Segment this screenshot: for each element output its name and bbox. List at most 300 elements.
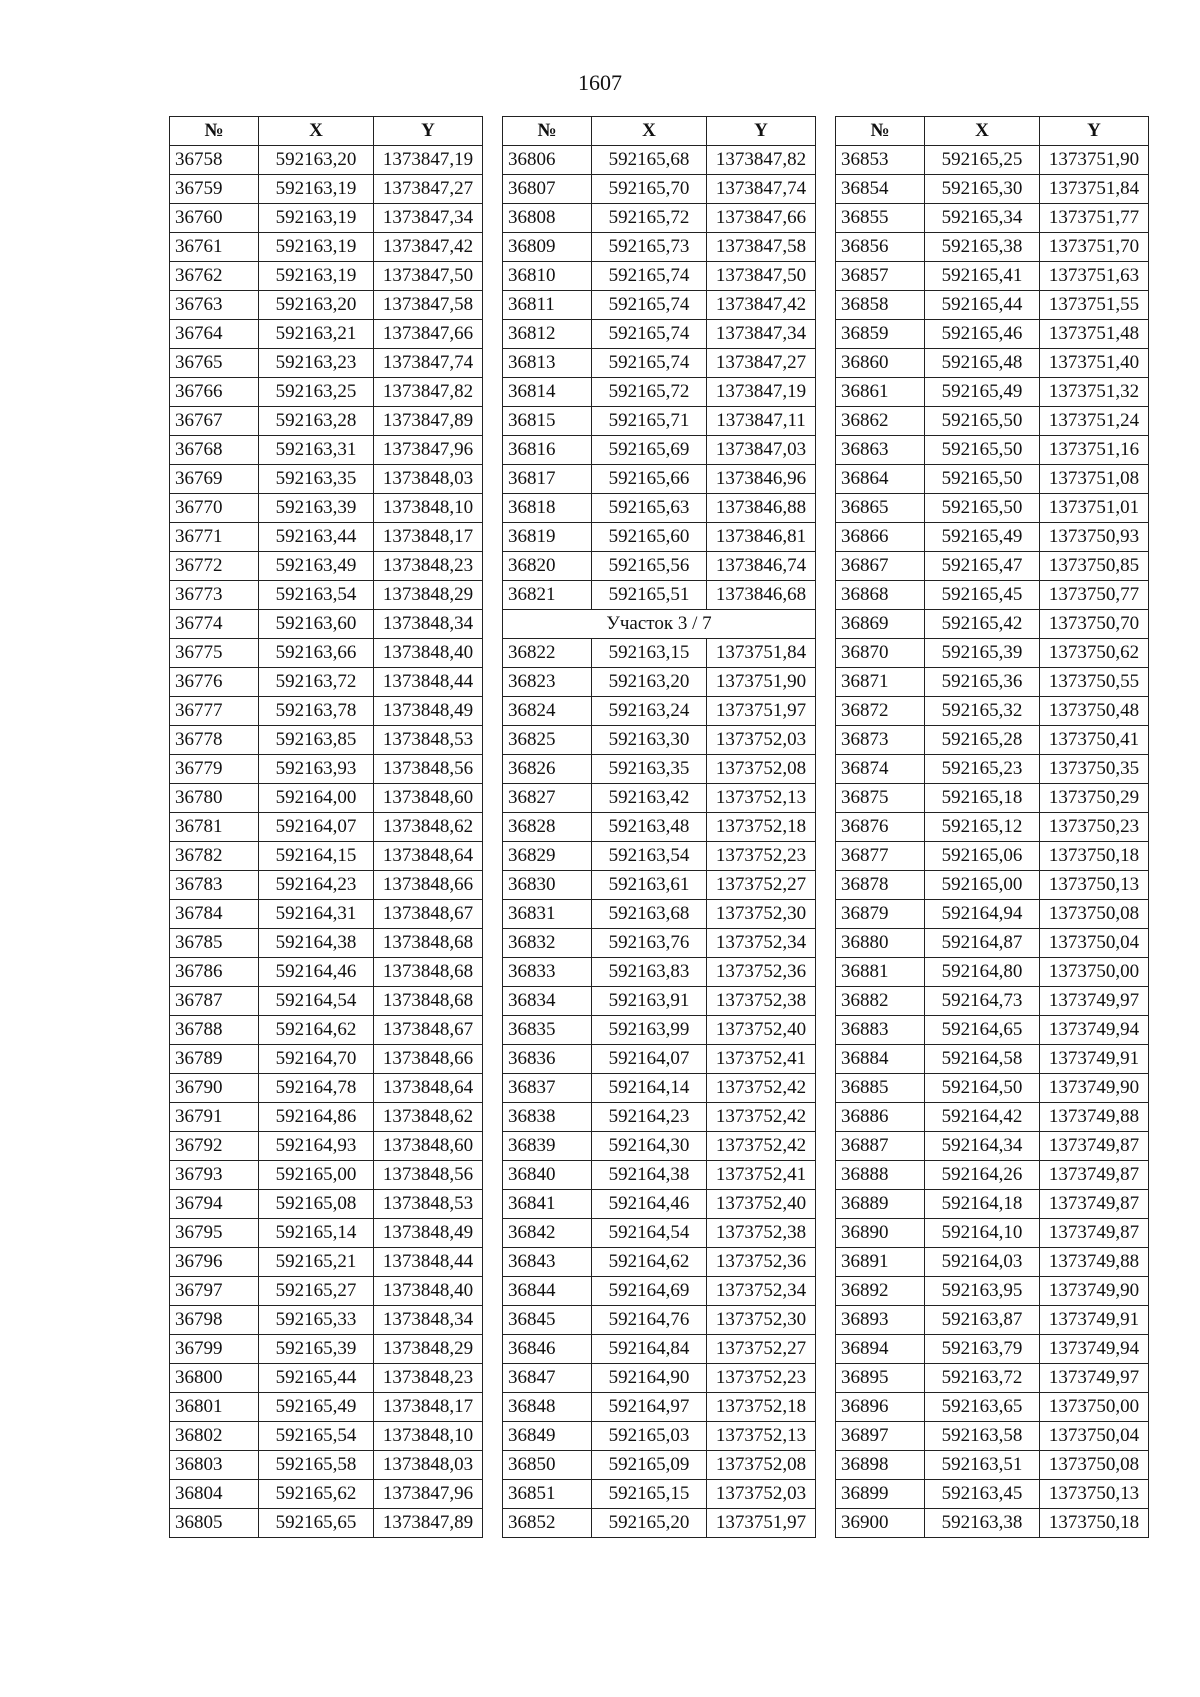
point-number-cell: 36888 <box>836 1161 925 1190</box>
point-number-cell: 36899 <box>836 1480 925 1509</box>
table-row <box>836 610 1149 639</box>
x-coordinate-cell: 592165,50 <box>925 407 1040 436</box>
point-number-cell: 36881 <box>836 958 925 987</box>
y-coordinate-cell: 1373847,96 <box>374 436 483 465</box>
point-number-cell: 36825 <box>503 726 592 755</box>
table-row <box>836 929 1149 958</box>
point-number-cell: 36796 <box>170 1248 259 1277</box>
point-number-cell: 36828 <box>503 813 592 842</box>
x-coordinate-cell: 592165,65 <box>259 1509 374 1538</box>
header-row <box>836 117 1149 146</box>
point-number-cell: 36830 <box>503 871 592 900</box>
point-number-cell: 36839 <box>503 1132 592 1161</box>
table-row <box>836 755 1149 784</box>
table-row <box>503 1480 816 1509</box>
point-number-cell: 36894 <box>836 1335 925 1364</box>
x-coordinate-cell: 592165,68 <box>592 146 707 175</box>
table-row <box>503 552 816 581</box>
point-number-cell: 36856 <box>836 233 925 262</box>
point-number-cell: 36807 <box>503 175 592 204</box>
point-number-cell: 36808 <box>503 204 592 233</box>
y-coordinate-cell: 1373752,40 <box>707 1016 816 1045</box>
point-number-cell: 36809 <box>503 233 592 262</box>
table-row <box>170 175 483 204</box>
x-coordinate-cell: 592163,49 <box>259 552 374 581</box>
x-coordinate-cell: 592163,60 <box>259 610 374 639</box>
y-coordinate-cell: 1373848,10 <box>374 494 483 523</box>
table-row <box>503 1306 816 1335</box>
table-row <box>170 523 483 552</box>
x-coordinate-cell: 592164,26 <box>925 1161 1040 1190</box>
point-number-cell: 36870 <box>836 639 925 668</box>
table-row <box>170 1132 483 1161</box>
table-row <box>170 320 483 349</box>
table-row <box>170 1393 483 1422</box>
y-coordinate-cell: 1373752,08 <box>707 755 816 784</box>
y-coordinate-cell: 1373848,03 <box>374 465 483 494</box>
y-coordinate-cell: 1373846,81 <box>707 523 816 552</box>
y-coordinate-cell: 1373749,87 <box>1040 1132 1149 1161</box>
point-number-cell: 36867 <box>836 552 925 581</box>
header-y: Y <box>374 117 483 146</box>
x-coordinate-cell: 592165,03 <box>592 1422 707 1451</box>
y-coordinate-cell: 1373752,36 <box>707 1248 816 1277</box>
x-coordinate-cell: 592165,09 <box>592 1451 707 1480</box>
table-row <box>836 291 1149 320</box>
y-coordinate-cell: 1373750,48 <box>1040 697 1149 726</box>
y-coordinate-cell: 1373848,68 <box>374 987 483 1016</box>
point-number-cell: 36805 <box>170 1509 259 1538</box>
x-coordinate-cell: 592163,79 <box>925 1335 1040 1364</box>
y-coordinate-cell: 1373751,32 <box>1040 378 1149 407</box>
table-row <box>836 987 1149 1016</box>
point-number-cell: 36883 <box>836 1016 925 1045</box>
table-row <box>836 1393 1149 1422</box>
table-row <box>503 929 816 958</box>
point-number-cell: 36887 <box>836 1132 925 1161</box>
x-coordinate-cell: 592165,42 <box>925 610 1040 639</box>
y-coordinate-cell: 1373749,87 <box>1040 1219 1149 1248</box>
y-coordinate-cell: 1373848,66 <box>374 871 483 900</box>
point-number-cell: 36811 <box>503 291 592 320</box>
point-number-cell: 36866 <box>836 523 925 552</box>
point-number-cell: 36764 <box>170 320 259 349</box>
table-row <box>170 1074 483 1103</box>
point-number-cell: 36767 <box>170 407 259 436</box>
point-number-cell: 36768 <box>170 436 259 465</box>
y-coordinate-cell: 1373847,58 <box>707 233 816 262</box>
table-row <box>503 813 816 842</box>
table-row <box>836 1045 1149 1074</box>
table-row <box>503 639 816 668</box>
table-row <box>170 755 483 784</box>
table-row <box>836 1335 1149 1364</box>
point-number-cell: 36891 <box>836 1248 925 1277</box>
y-coordinate-cell: 1373848,60 <box>374 1132 483 1161</box>
y-coordinate-cell: 1373750,08 <box>1040 900 1149 929</box>
x-coordinate-cell: 592165,44 <box>259 1364 374 1393</box>
y-coordinate-cell: 1373848,49 <box>374 1219 483 1248</box>
point-number-cell: 36840 <box>503 1161 592 1190</box>
point-number-cell: 36876 <box>836 813 925 842</box>
x-coordinate-cell: 592164,38 <box>592 1161 707 1190</box>
y-coordinate-cell: 1373749,88 <box>1040 1103 1149 1132</box>
y-coordinate-cell: 1373751,40 <box>1040 349 1149 378</box>
y-coordinate-cell: 1373848,17 <box>374 1393 483 1422</box>
table-row <box>503 407 816 436</box>
table-row <box>503 958 816 987</box>
x-coordinate-cell: 592165,51 <box>592 581 707 610</box>
point-number-cell: 36814 <box>503 378 592 407</box>
x-coordinate-cell: 592163,61 <box>592 871 707 900</box>
point-number-cell: 36761 <box>170 233 259 262</box>
table-row <box>170 494 483 523</box>
table-row <box>170 552 483 581</box>
x-coordinate-cell: 592164,62 <box>259 1016 374 1045</box>
point-number-cell: 36795 <box>170 1219 259 1248</box>
x-coordinate-cell: 592163,20 <box>259 291 374 320</box>
y-coordinate-cell: 1373847,34 <box>707 320 816 349</box>
y-coordinate-cell: 1373752,03 <box>707 726 816 755</box>
table-row <box>503 349 816 378</box>
point-number-cell: 36820 <box>503 552 592 581</box>
point-number-cell: 36763 <box>170 291 259 320</box>
x-coordinate-cell: 592164,34 <box>925 1132 1040 1161</box>
x-coordinate-cell: 592164,07 <box>259 813 374 842</box>
point-number-cell: 36869 <box>836 610 925 639</box>
table-row <box>503 871 816 900</box>
x-coordinate-cell: 592165,14 <box>259 1219 374 1248</box>
x-coordinate-cell: 592163,28 <box>259 407 374 436</box>
point-number-cell: 36782 <box>170 842 259 871</box>
point-number-cell: 36892 <box>836 1277 925 1306</box>
point-number-cell: 36858 <box>836 291 925 320</box>
table-row <box>836 639 1149 668</box>
table-row <box>170 1103 483 1132</box>
y-coordinate-cell: 1373750,13 <box>1040 1480 1149 1509</box>
y-coordinate-cell: 1373848,03 <box>374 1451 483 1480</box>
point-number-cell: 36817 <box>503 465 592 494</box>
x-coordinate-cell: 592163,65 <box>925 1393 1040 1422</box>
table-row <box>503 1393 816 1422</box>
y-coordinate-cell: 1373847,03 <box>707 436 816 465</box>
table-row <box>503 1422 816 1451</box>
x-coordinate-cell: 592163,91 <box>592 987 707 1016</box>
point-number-cell: 36790 <box>170 1074 259 1103</box>
table-row <box>836 1509 1149 1538</box>
y-coordinate-cell: 1373847,27 <box>374 175 483 204</box>
table-row <box>503 494 816 523</box>
x-coordinate-cell: 592163,35 <box>592 755 707 784</box>
y-coordinate-cell: 1373752,18 <box>707 813 816 842</box>
point-number-cell: 36895 <box>836 1364 925 1393</box>
x-coordinate-cell: 592163,66 <box>259 639 374 668</box>
point-number-cell: 36860 <box>836 349 925 378</box>
y-coordinate-cell: 1373751,90 <box>1040 146 1149 175</box>
point-number-cell: 36769 <box>170 465 259 494</box>
header-number: № <box>836 117 925 146</box>
y-coordinate-cell: 1373749,97 <box>1040 987 1149 1016</box>
point-number-cell: 36823 <box>503 668 592 697</box>
y-coordinate-cell: 1373752,41 <box>707 1161 816 1190</box>
table-row <box>503 987 816 1016</box>
y-coordinate-cell: 1373750,77 <box>1040 581 1149 610</box>
y-coordinate-cell: 1373752,08 <box>707 1451 816 1480</box>
table-row <box>503 436 816 465</box>
table-row <box>836 697 1149 726</box>
point-number-cell: 36884 <box>836 1045 925 1074</box>
x-coordinate-cell: 592165,25 <box>925 146 1040 175</box>
table-row <box>170 929 483 958</box>
x-coordinate-cell: 592165,69 <box>592 436 707 465</box>
x-coordinate-cell: 592165,27 <box>259 1277 374 1306</box>
table-row <box>836 407 1149 436</box>
table-row <box>503 465 816 494</box>
x-coordinate-cell: 592164,31 <box>259 900 374 929</box>
x-coordinate-cell: 592163,31 <box>259 436 374 465</box>
x-coordinate-cell: 592165,00 <box>259 1161 374 1190</box>
point-number-cell: 36788 <box>170 1016 259 1045</box>
y-coordinate-cell: 1373750,93 <box>1040 523 1149 552</box>
x-coordinate-cell: 592164,97 <box>592 1393 707 1422</box>
x-coordinate-cell: 592164,46 <box>259 958 374 987</box>
table-row <box>503 1016 816 1045</box>
point-number-cell: 36826 <box>503 755 592 784</box>
x-coordinate-cell: 592164,54 <box>259 987 374 1016</box>
x-coordinate-cell: 592163,48 <box>592 813 707 842</box>
table-row <box>836 1190 1149 1219</box>
point-number-cell: 36784 <box>170 900 259 929</box>
x-coordinate-cell: 592165,70 <box>592 175 707 204</box>
header-x: X <box>259 117 374 146</box>
y-coordinate-cell: 1373848,62 <box>374 1103 483 1132</box>
x-coordinate-cell: 592165,23 <box>925 755 1040 784</box>
point-number-cell: 36871 <box>836 668 925 697</box>
y-coordinate-cell: 1373752,38 <box>707 1219 816 1248</box>
x-coordinate-cell: 592164,07 <box>592 1045 707 1074</box>
y-coordinate-cell: 1373752,34 <box>707 929 816 958</box>
point-number-cell: 36778 <box>170 726 259 755</box>
table-row <box>503 1103 816 1132</box>
table-row <box>170 668 483 697</box>
y-coordinate-cell: 1373847,89 <box>374 1509 483 1538</box>
point-number-cell: 36896 <box>836 1393 925 1422</box>
table-row <box>503 291 816 320</box>
table-row <box>836 1422 1149 1451</box>
table-row <box>503 581 816 610</box>
y-coordinate-cell: 1373848,49 <box>374 697 483 726</box>
y-coordinate-cell: 1373848,53 <box>374 726 483 755</box>
x-coordinate-cell: 592163,19 <box>259 262 374 291</box>
x-coordinate-cell: 592163,24 <box>592 697 707 726</box>
table-row <box>836 1074 1149 1103</box>
table-row <box>836 1248 1149 1277</box>
y-coordinate-cell: 1373752,42 <box>707 1074 816 1103</box>
y-coordinate-cell: 1373847,74 <box>707 175 816 204</box>
point-number-cell: 36766 <box>170 378 259 407</box>
table-row <box>170 1306 483 1335</box>
table-row <box>170 1451 483 1480</box>
x-coordinate-cell: 592163,45 <box>925 1480 1040 1509</box>
x-coordinate-cell: 592163,35 <box>259 465 374 494</box>
table-row <box>170 1480 483 1509</box>
point-number-cell: 36864 <box>836 465 925 494</box>
point-number-cell: 36842 <box>503 1219 592 1248</box>
point-number-cell: 36889 <box>836 1190 925 1219</box>
y-coordinate-cell: 1373847,82 <box>707 146 816 175</box>
point-number-cell: 36847 <box>503 1364 592 1393</box>
y-coordinate-cell: 1373751,97 <box>707 1509 816 1538</box>
x-coordinate-cell: 592164,76 <box>592 1306 707 1335</box>
y-coordinate-cell: 1373751,55 <box>1040 291 1149 320</box>
point-number-cell: 36900 <box>836 1509 925 1538</box>
x-coordinate-cell: 592163,85 <box>259 726 374 755</box>
x-coordinate-cell: 592164,23 <box>592 1103 707 1132</box>
y-coordinate-cell: 1373752,40 <box>707 1190 816 1219</box>
point-number-cell: 36821 <box>503 581 592 610</box>
y-coordinate-cell: 1373751,63 <box>1040 262 1149 291</box>
point-number-cell: 36776 <box>170 668 259 697</box>
table-row <box>170 958 483 987</box>
point-number-cell: 36791 <box>170 1103 259 1132</box>
point-number-cell: 36851 <box>503 1480 592 1509</box>
point-number-cell: 36785 <box>170 929 259 958</box>
table-row <box>836 465 1149 494</box>
table-row <box>503 755 816 784</box>
point-number-cell: 36886 <box>836 1103 925 1132</box>
point-number-cell: 36771 <box>170 523 259 552</box>
section-label: Участок 3 / 7 <box>503 610 816 639</box>
x-coordinate-cell: 592165,63 <box>592 494 707 523</box>
y-coordinate-cell: 1373751,90 <box>707 668 816 697</box>
table-row <box>836 668 1149 697</box>
table-row <box>503 204 816 233</box>
y-coordinate-cell: 1373847,27 <box>707 349 816 378</box>
x-coordinate-cell: 592163,20 <box>592 668 707 697</box>
x-coordinate-cell: 592163,19 <box>259 233 374 262</box>
point-number-cell: 36873 <box>836 726 925 755</box>
point-number-cell: 36865 <box>836 494 925 523</box>
point-number-cell: 36773 <box>170 581 259 610</box>
point-number-cell: 36846 <box>503 1335 592 1364</box>
table-row <box>836 726 1149 755</box>
x-coordinate-cell: 592163,68 <box>592 900 707 929</box>
table-row <box>170 1509 483 1538</box>
y-coordinate-cell: 1373846,74 <box>707 552 816 581</box>
point-number-cell: 36852 <box>503 1509 592 1538</box>
x-coordinate-cell: 592165,58 <box>259 1451 374 1480</box>
y-coordinate-cell: 1373847,11 <box>707 407 816 436</box>
y-coordinate-cell: 1373751,84 <box>707 639 816 668</box>
table-row <box>836 1132 1149 1161</box>
y-coordinate-cell: 1373749,94 <box>1040 1016 1149 1045</box>
coordinates-table-2 <box>502 116 816 1538</box>
y-coordinate-cell: 1373848,56 <box>374 1161 483 1190</box>
table-row <box>170 1045 483 1074</box>
x-coordinate-cell: 592165,15 <box>592 1480 707 1509</box>
table-row <box>503 1248 816 1277</box>
table-row <box>836 1103 1149 1132</box>
point-number-cell: 36855 <box>836 204 925 233</box>
table-row <box>503 726 816 755</box>
x-coordinate-cell: 592165,72 <box>592 204 707 233</box>
x-coordinate-cell: 592164,65 <box>925 1016 1040 1045</box>
point-number-cell: 36775 <box>170 639 259 668</box>
table-row <box>503 233 816 262</box>
table-row <box>170 233 483 262</box>
point-number-cell: 36880 <box>836 929 925 958</box>
table-row <box>836 871 1149 900</box>
y-coordinate-cell: 1373848,68 <box>374 929 483 958</box>
x-coordinate-cell: 592163,72 <box>259 668 374 697</box>
y-coordinate-cell: 1373750,04 <box>1040 929 1149 958</box>
y-coordinate-cell: 1373847,74 <box>374 349 483 378</box>
y-coordinate-cell: 1373750,55 <box>1040 668 1149 697</box>
y-coordinate-cell: 1373751,01 <box>1040 494 1149 523</box>
y-coordinate-cell: 1373750,00 <box>1040 1393 1149 1422</box>
x-coordinate-cell: 592165,00 <box>925 871 1040 900</box>
y-coordinate-cell: 1373751,97 <box>707 697 816 726</box>
y-coordinate-cell: 1373848,56 <box>374 755 483 784</box>
point-number-cell: 36770 <box>170 494 259 523</box>
x-coordinate-cell: 592164,78 <box>259 1074 374 1103</box>
y-coordinate-cell: 1373752,30 <box>707 900 816 929</box>
x-coordinate-cell: 592165,32 <box>925 697 1040 726</box>
y-coordinate-cell: 1373846,96 <box>707 465 816 494</box>
x-coordinate-cell: 592164,18 <box>925 1190 1040 1219</box>
x-coordinate-cell: 592164,15 <box>259 842 374 871</box>
y-coordinate-cell: 1373752,36 <box>707 958 816 987</box>
x-coordinate-cell: 592164,10 <box>925 1219 1040 1248</box>
table-row <box>836 552 1149 581</box>
y-coordinate-cell: 1373847,50 <box>374 262 483 291</box>
table-row <box>503 900 816 929</box>
y-coordinate-cell: 1373752,23 <box>707 842 816 871</box>
y-coordinate-cell: 1373848,53 <box>374 1190 483 1219</box>
point-number-cell: 36838 <box>503 1103 592 1132</box>
point-number-cell: 36762 <box>170 262 259 291</box>
x-coordinate-cell: 592165,74 <box>592 262 707 291</box>
x-coordinate-cell: 592164,50 <box>925 1074 1040 1103</box>
table-row <box>170 813 483 842</box>
point-number-cell: 36854 <box>836 175 925 204</box>
y-coordinate-cell: 1373847,58 <box>374 291 483 320</box>
table-row <box>170 871 483 900</box>
x-coordinate-cell: 592165,39 <box>259 1335 374 1364</box>
table-row <box>170 1335 483 1364</box>
point-number-cell: 36780 <box>170 784 259 813</box>
y-coordinate-cell: 1373750,04 <box>1040 1422 1149 1451</box>
x-coordinate-cell: 592165,30 <box>925 175 1040 204</box>
table-row <box>836 494 1149 523</box>
table-row <box>503 175 816 204</box>
point-number-cell: 36794 <box>170 1190 259 1219</box>
table-row <box>170 378 483 407</box>
table-row <box>503 1074 816 1103</box>
y-coordinate-cell: 1373750,23 <box>1040 813 1149 842</box>
table-row <box>836 436 1149 465</box>
x-coordinate-cell: 592163,39 <box>259 494 374 523</box>
y-coordinate-cell: 1373848,29 <box>374 581 483 610</box>
table-row <box>503 320 816 349</box>
header-number: № <box>503 117 592 146</box>
y-coordinate-cell: 1373848,64 <box>374 842 483 871</box>
x-coordinate-cell: 592165,12 <box>925 813 1040 842</box>
y-coordinate-cell: 1373752,41 <box>707 1045 816 1074</box>
point-number-cell: 36844 <box>503 1277 592 1306</box>
x-coordinate-cell: 592163,20 <box>259 146 374 175</box>
x-coordinate-cell: 592163,87 <box>925 1306 1040 1335</box>
